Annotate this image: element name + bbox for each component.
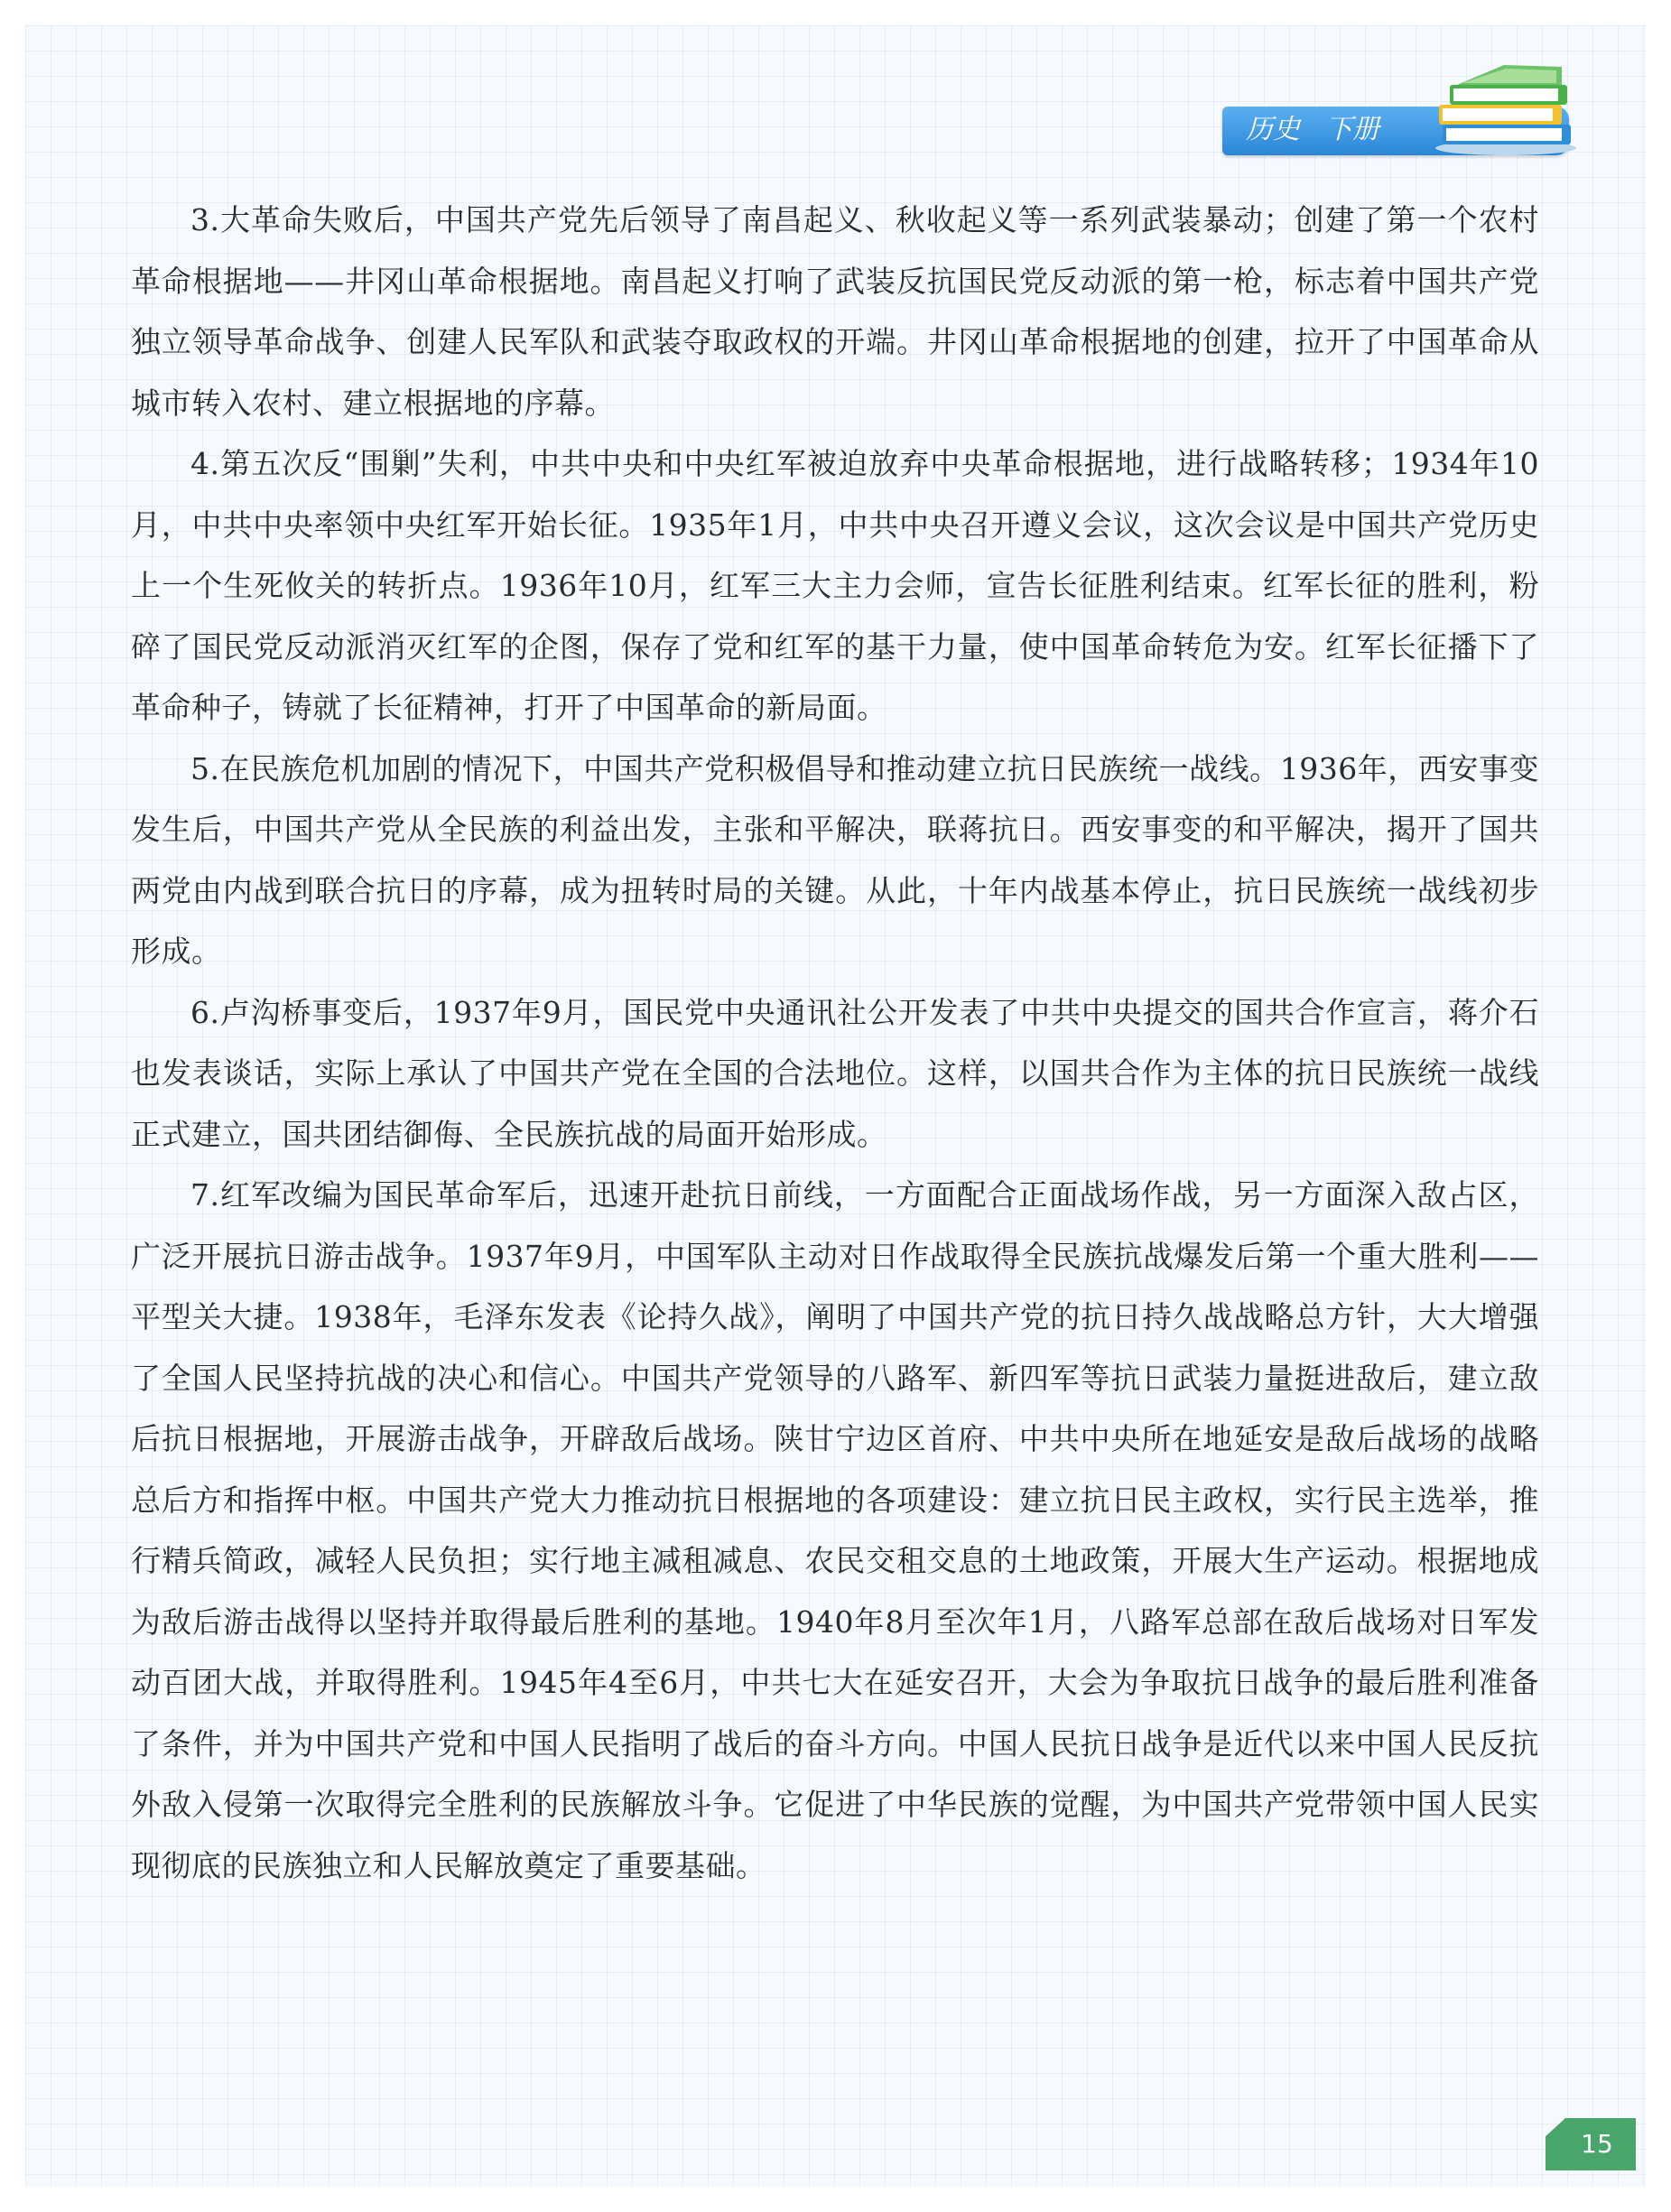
body-text	[131, 190, 1539, 1896]
paragraph-4: 4.第五次反“围剿”失利，中共中央和中央红军被迫放弃中央革命根据地，进行战略转移；1934年10月，中共中央率领中央红军开始长征。1935年1月，中共中央召开遵义会议，这次会议是中国共产党历史上一个生死攸关的转折点。1936年10月，红军三大主力会师，宣告长征胜利结束。红军长征的胜利，粉碎了国民党反动派消灭红军的企图，保存了党和红军的基干力量，使中国革命转危为安。红军长征播下了革命种子，铸就了长征精神，打开了中国革命的新局面。	[131, 446, 1539, 725]
paragraph-3: 3.大革命失败后，中国共产党先后领导了南昌起义、秋收起义等一系列武装暴动；创建了第一个农村革命根据地——井冈山革命根据地。南昌起义打响了武装反抗国民党反动派的第一枪，标志着中国共产党独立领导革命战争、创建人民军队和武装夺取政权的开端。井冈山革命根据地的创建，拉开了中国革命从城市转入农村、建立根据地的序幕。	[131, 202, 1539, 421]
header-volume: 下册	[1325, 114, 1379, 145]
header-label	[1246, 112, 1379, 148]
page-number: 15	[1581, 2129, 1613, 2159]
paragraph-5: 5.在民族危机加剧的情况下，中国共产党积极倡导和推动建立抗日民族统一战线。1936年，西安事变发生后，中国共产党从全民族的利益出发，主张和平解决，联蒋抗日。西安事变的和平解决，揭开了国共两党由内战到联合抗日的序幕，成为扭转时局的关键。从此，十年内战基本停止，抗日民族统一战线初步形成。	[131, 750, 1539, 969]
paragraph-6: 6.卢沟桥事变后，1937年9月，国民党中央通讯社公开发表了中共中央提交的国共合作宣言，蒋介石也发表谈话，实际上承认了中国共产党在全国的合法地位。这样，以国共合作为主体的抗日民族统一战线正式建立，国共团结御侮、全民族抗战的局面开始形成。	[131, 994, 1539, 1152]
paragraph-7: 7.红军改编为国民革命军后，迅速开赴抗日前线，一方面配合正面战场作战，另一方面深入敌占区，广泛开展抗日游击战争。1937年9月，中国军队主动对日作战取得全民族抗战爆发后第一个重大胜利——平型关大捷。1938年，毛泽东发表《论持久战》，阐明了中国共产党的抗日持久战战略总方针，大大增强了全国人民坚持抗战的决心和信心。中国共产党领导的八路军、新四军等抗日武装力量挺进敌后，建立敌后抗日根据地，开展游击战争，开辟敌后战场。陕甘宁边区首府、中共中央所在地延安是敌后战场的战略总后方和指挥中枢。中国共产党大力推动抗日根据地的各项建设：建立抗日民主政权，实行民主选举，推行精兵简政，减轻人民负担；实行地主减租减息、农民交租交息的土地政策，开展大生产运动。根据地成为敌后游击战得以坚持并取得最后胜利的基地。1940年8月至次年1月，八路军总部在敌后战场对日军发动百团大战，并取得胜利。1945年4至6月，中共七大在延安召开，大会为争取抗日战争的最后胜利准备了条件，并为中国共产党和中国人民指明了战后的奋斗方向。中国人民抗日战争是近代以来中国人民反抗外敌入侵第一次取得完全胜利的民族解放斗争。它促进了中华民族的觉醒，为中国共产党带领中国人民实现彻底的民族独立和人民解放奠定了重要基础。	[131, 1177, 1539, 1883]
books-stack-icon	[1426, 58, 1580, 157]
header-subject: 历史	[1246, 114, 1300, 145]
